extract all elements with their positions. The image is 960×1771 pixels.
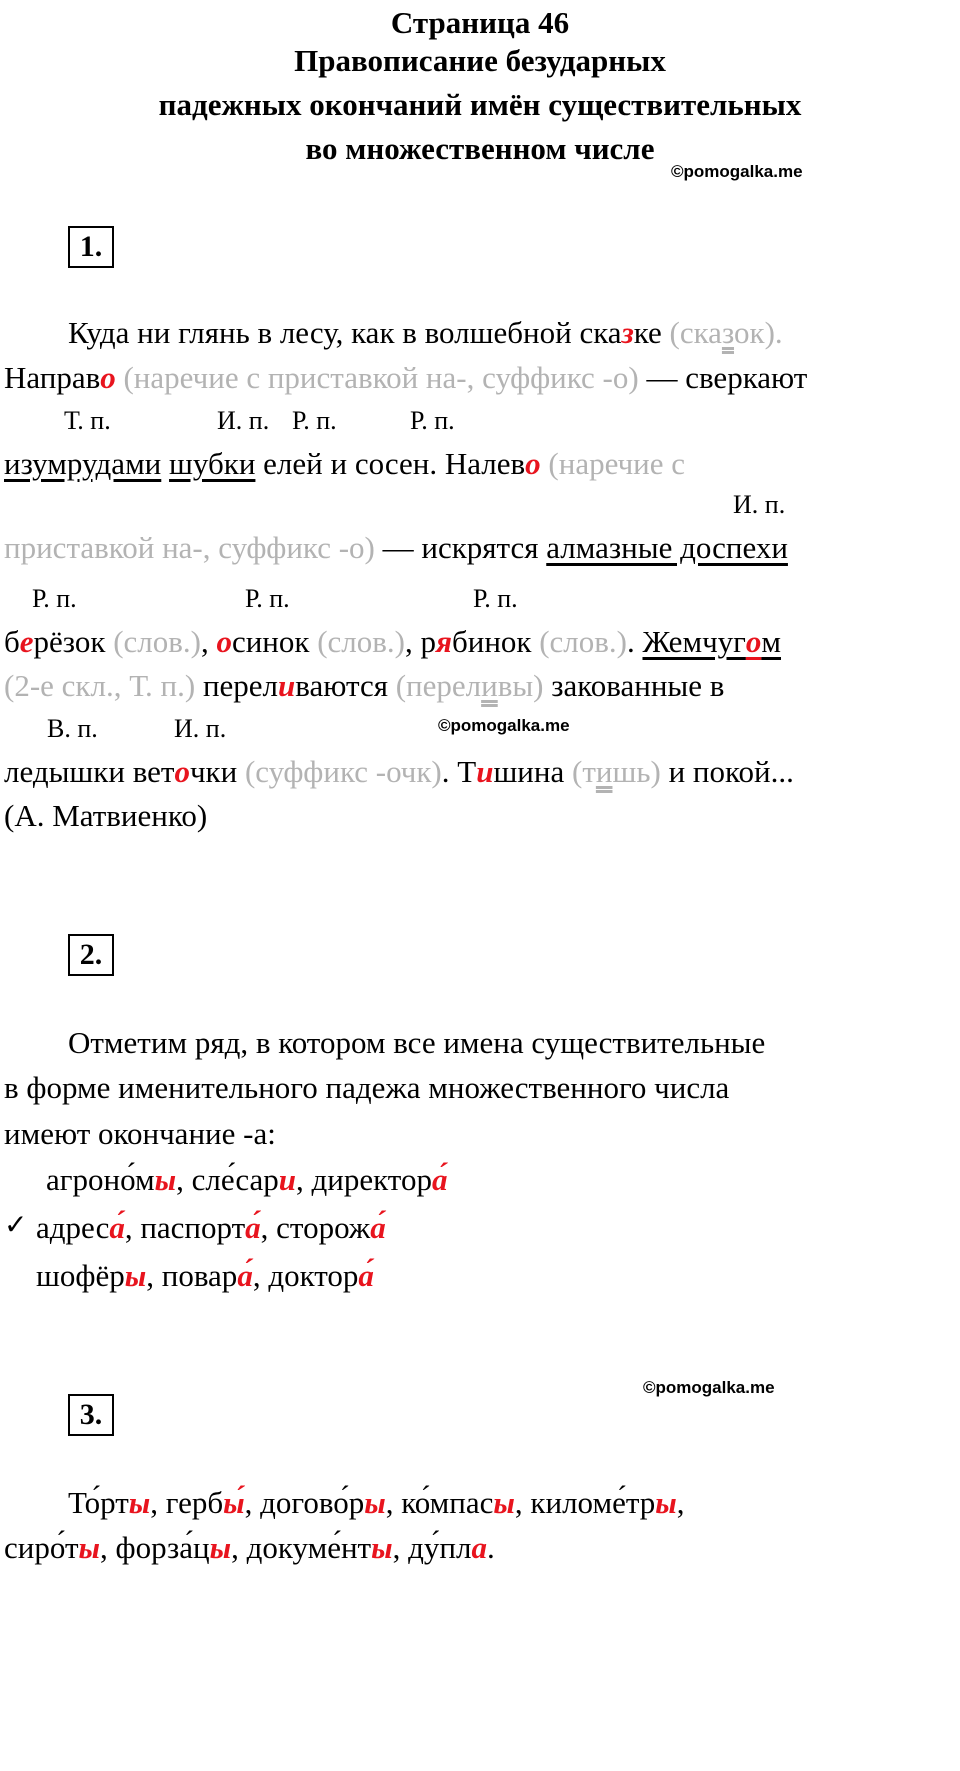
- ex1-author: (А. Матвиенко): [4, 798, 208, 833]
- ex1-line-1: Куда ни глянь в лесу, как в волшебной сказке (сказок).: [68, 315, 783, 350]
- exercise-number-1: 1.: [68, 226, 114, 268]
- watermark: ©pomogalka.me: [438, 716, 570, 735]
- page-number-title: Страница 46: [390, 5, 570, 40]
- ex2-paragraph-line-3: имеют окончание -а:: [4, 1116, 276, 1151]
- case-label: Р. п.: [292, 406, 337, 435]
- case-label: И. п.: [174, 714, 227, 743]
- ex1-line-6: (2-е скл., Т. п.) переливаются (переливы) закованные в: [4, 668, 725, 703]
- ex1-line-2: Направо (наречие с приставкой на-, суффикс -о) — сверкают: [4, 360, 808, 395]
- case-label: Р. п.: [410, 406, 455, 435]
- case-label: Р. п.: [473, 584, 518, 613]
- ex3-line-2: сиро́ты, форза́цы, докуме́нты, ду́пла.: [4, 1530, 495, 1565]
- checkmark-icon: ✓: [4, 1208, 28, 1241]
- case-label: И. п.: [733, 490, 786, 519]
- ex2-option-1: агроно́мы, сле́сари, директора́: [46, 1162, 448, 1197]
- case-label: Р. п.: [245, 584, 290, 613]
- ex2-option-3: шофёры, повара́, доктора́: [36, 1258, 374, 1293]
- case-label: Р. п.: [32, 584, 77, 613]
- ex1-line-4: приставкой на-, суффикс -о) — искрятся алмазные доспехи: [4, 530, 788, 565]
- watermark: ©pomogalka.me: [643, 1378, 775, 1397]
- ex3-line-1: То́рты, гербы́, догово́ры, ко́мпасы, киломе́тры,: [68, 1485, 685, 1520]
- watermark: ©pomogalka.me: [671, 162, 803, 181]
- ex2-paragraph-line-1: Отметим ряд, в котором все имена существительные: [68, 1025, 766, 1060]
- ex1-line-7: ледышки веточки (суффикс -очк). Тишина (тишь) и покой...: [4, 754, 794, 789]
- ex1-line-3: изумрудами шубки елей и сосен. Налево (наречие с: [4, 446, 686, 481]
- ex1-line-5: берёзок (слов.), осинок (слов.), рябинок (слов.). Жемчугом: [4, 624, 781, 659]
- ex2-paragraph-line-2: в форме именительного падежа множественного числа: [4, 1070, 730, 1105]
- topic-title-line-3: во множественном числе: [305, 131, 655, 166]
- exercise-number-3: 3.: [68, 1394, 114, 1436]
- case-label: И. п.: [217, 406, 270, 435]
- case-label: В. п.: [47, 714, 98, 743]
- exercise-number-2: 2.: [68, 934, 114, 976]
- topic-title-line-1: Правописание безударных: [294, 43, 666, 78]
- ex2-option-2: адреса́, паспорта́, сторожа́: [36, 1210, 386, 1245]
- case-label: Т. п.: [64, 406, 111, 435]
- topic-title-line-2: падежных окончаний имён существительных: [158, 87, 802, 122]
